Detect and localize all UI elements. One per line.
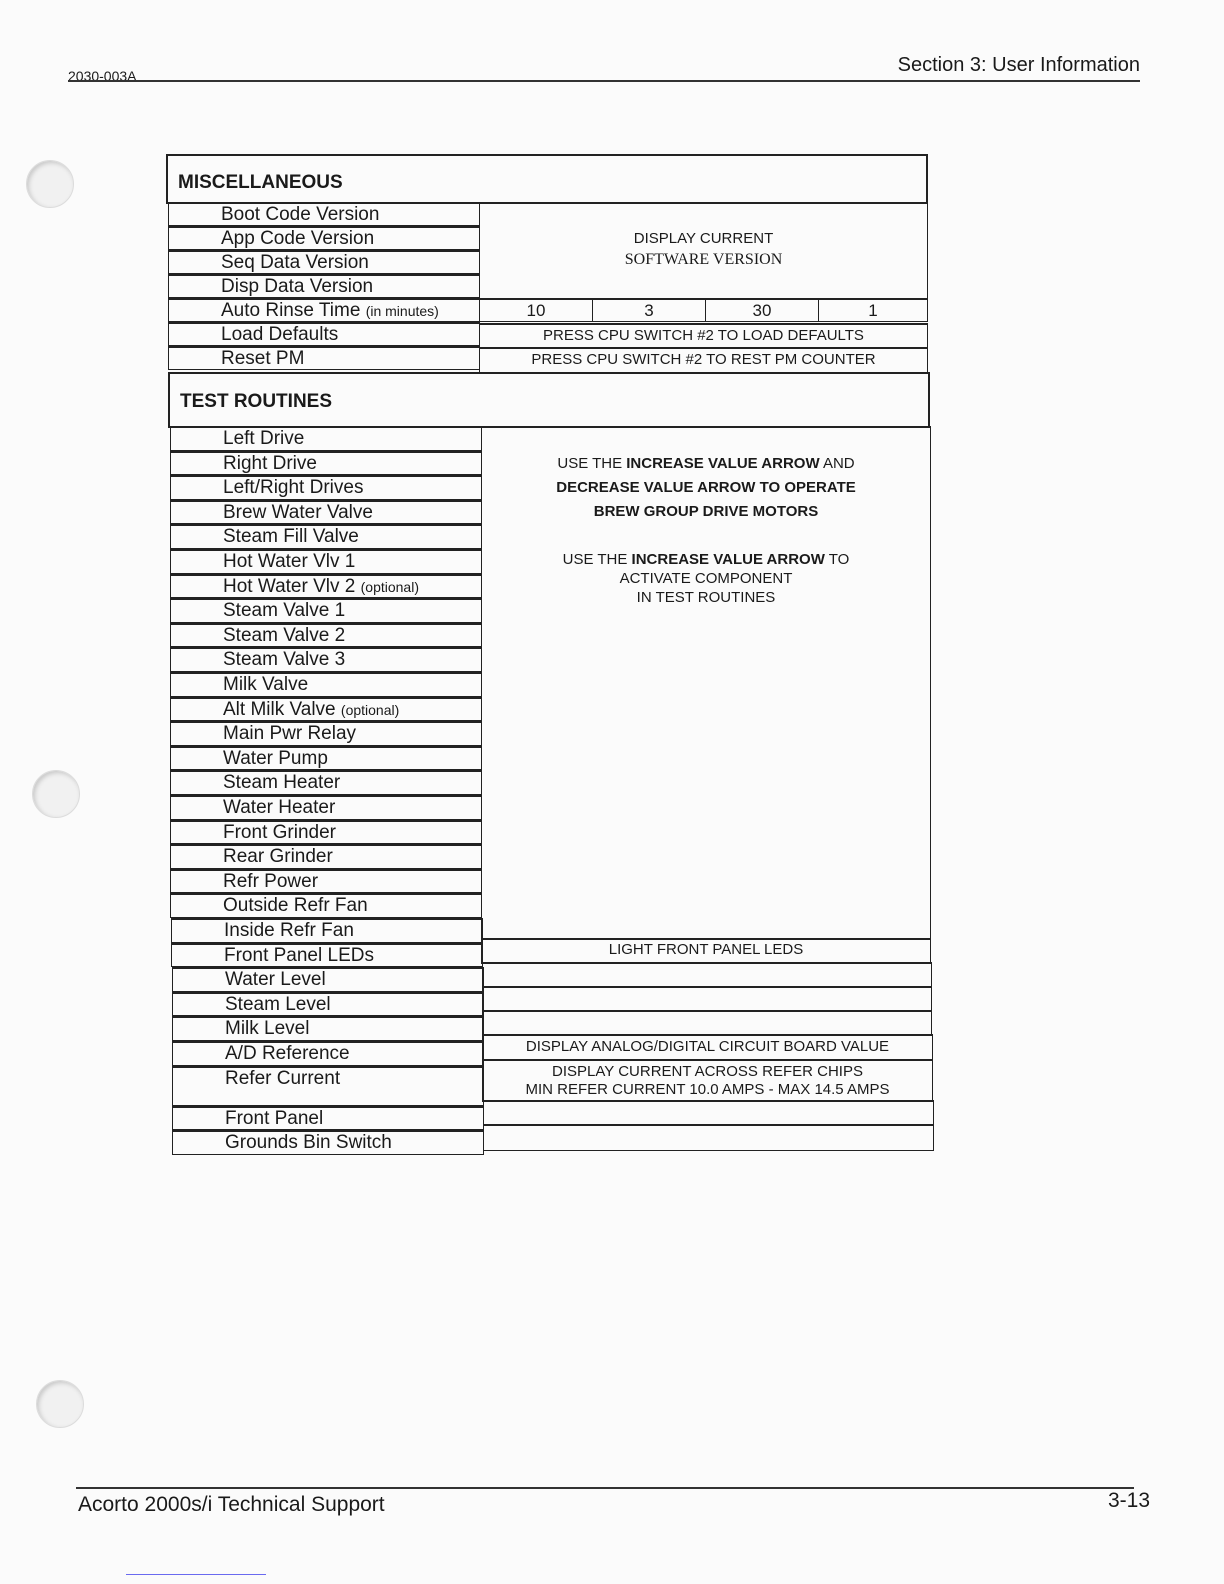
table-row [170,770,482,795]
drive-instructions [482,452,930,524]
document-id: 2030-003A [68,68,137,84]
table-row [168,322,480,346]
row-label: Water Pump [223,747,328,769]
row-label: App Code Version [221,228,375,249]
row-label: Left/Right Drives [223,477,364,499]
binder-hole-middle [32,770,80,818]
row-label: Milk Valve [223,674,309,695]
activate-instr-line2: ACTIVATE COMPONENT [619,570,793,587]
table-row [170,721,482,746]
ad-reference-instruction: DISPLAY ANALOG/DIGITAL CIRCUIT BOARD VALUE [482,1034,933,1061]
footer-rule [76,1487,1134,1489]
row-note: (in minutes) [365,303,439,319]
drive-instr-line2: DECREASE VALUE ARROW TO OPERATE [556,479,856,496]
reset-pm-instruction: PRESS CPU SWITCH #2 TO REST PM COUNTER [479,347,928,373]
section-title: Section 3: User Information [897,54,1140,76]
row-label: Reset PM [221,348,305,369]
table-row [170,869,482,894]
table-row [168,226,480,250]
header-rule [68,80,1140,82]
binder-hole-top [26,160,74,208]
table-row [170,697,482,722]
front-panel-value [483,1100,934,1126]
table-row [168,250,480,274]
row-label: Steam Valve 2 [223,624,346,646]
rinse-value-3: 30 [705,298,819,322]
refer-current-instruction [482,1059,933,1102]
row-label: Load Defaults [221,324,339,345]
rinse-value-4: 1 [818,298,928,322]
binder-hole-bottom [36,1380,84,1428]
milk-level-value [482,1010,932,1036]
row-label: Hot Water Vlv 1 [223,551,356,572]
row-label: Front Grinder [223,821,336,843]
table-row [170,574,482,599]
software-version-line2: SOFTWARE VERSION [624,251,783,268]
load-defaults-instruction: PRESS CPU SWITCH #2 TO LOAD DEFAULTS [479,323,928,348]
table-row [172,967,484,992]
row-label: Grounds Bin Switch [225,1132,392,1154]
table-row [170,844,482,869]
footer-title: Acorto 2000s/i Technical Support [78,1493,385,1516]
activate-instructions [482,550,930,607]
table-row [170,647,482,672]
water-level-value [482,962,932,988]
row-label: Water Heater [223,797,336,818]
table-row [172,1016,484,1041]
misc-title: MISCELLANEOUS [178,172,343,193]
row-label: Steam Heater [223,772,341,794]
row-label: Steam Valve 1 [223,600,346,622]
row-label: Hot Water Vlv 2 [223,575,356,597]
row-label: Seq Data Version [221,252,369,273]
instructions-cell [481,426,931,940]
table-row [172,1106,484,1131]
row-label: A/D Reference [225,1043,350,1064]
table-row [170,549,482,574]
table-row [171,943,483,968]
table-row [170,524,482,549]
row-label: Outside Refr Fan [223,895,368,917]
software-version-cell [479,202,928,300]
software-version-line1: DISPLAY CURRENT [633,230,774,247]
drive-instr-line1: USE THE INCREASE VALUE ARROW AND [557,455,855,472]
table-row [170,893,482,918]
table-row [168,346,480,370]
drive-instr-line3: BREW GROUP DRIVE MOTORS [593,503,819,520]
row-note: (optional) [360,578,419,595]
table-row [172,1066,484,1106]
table-row [170,451,482,476]
footer-link-underline [126,1574,266,1575]
table-row [168,202,480,226]
steam-level-value [482,986,932,1012]
table-row [171,918,483,943]
row-label: Steam Level [225,993,331,1015]
table-row [170,623,482,648]
grounds-bin-switch-value [483,1124,934,1151]
activate-instr-line3: IN TEST ROUTINES [636,589,776,606]
table-row [170,820,482,845]
leds-instruction: LIGHT FRONT PANEL LEDS [481,938,931,964]
rinse-value-1: 10 [479,298,593,322]
rinse-value-2: 3 [592,298,706,322]
row-label: Steam Valve 3 [223,649,346,671]
table-row [172,1130,484,1155]
row-label: Disp Data Version [221,276,374,297]
table-row [170,795,482,820]
table-row [168,298,480,322]
table-row [168,274,480,298]
row-label: Refer Current [225,1067,341,1089]
table-row [170,500,482,525]
row-note: (optional) [340,701,400,718]
test-title: TEST ROUTINES [180,391,333,412]
row-label: Rear Grinder [223,846,333,868]
table-row [170,426,482,451]
row-label: Alt Milk Valve [223,698,336,720]
table-row [172,992,484,1017]
row-label: Milk Level [225,1018,310,1040]
row-label: Refr Power [223,870,319,892]
table-row [170,746,482,771]
row-label: Inside Refr Fan [224,920,354,941]
row-label: Steam Fill Valve [223,526,359,548]
page-number: 3-13 [1107,1489,1150,1512]
row-label: Water Level [225,969,326,991]
refer-current-line1: DISPLAY CURRENT ACROSS REFER CHIPS [552,1063,863,1080]
table-row [170,598,482,623]
table-row [170,475,482,500]
row-label: Left Drive [223,428,305,449]
row-label: Brew Water Valve [223,501,373,523]
row-label: Right Drive [223,452,317,474]
row-label: Main Pwr Relay [223,723,357,745]
row-label: Front Panel [225,1107,324,1129]
row-label: Auto Rinse Time [221,300,361,321]
refer-current-line2: MIN REFER CURRENT 10.0 AMPS - MAX 14.5 AMPS [525,1081,890,1098]
row-label: Boot Code Version [221,204,380,225]
table-row [170,672,482,697]
table-row [172,1041,484,1066]
activate-instr-line1: USE THE INCREASE VALUE ARROW TO [562,551,850,568]
row-label: Front Panel LEDs [224,944,374,966]
